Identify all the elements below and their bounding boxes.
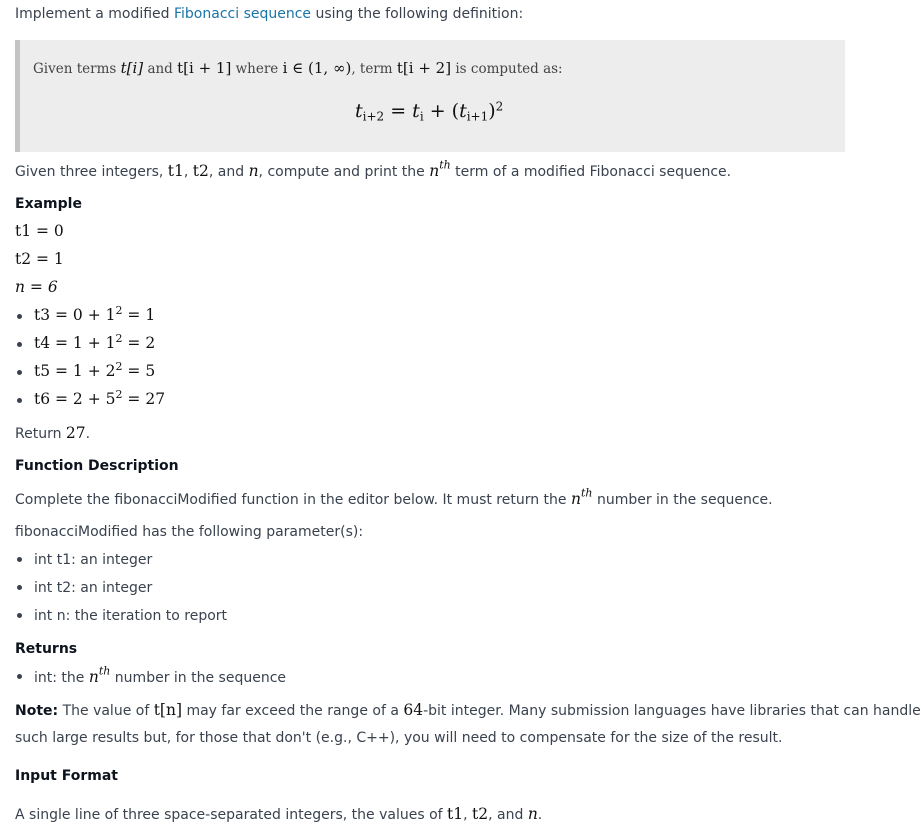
- math-part: 2: [115, 303, 123, 317]
- def-math-ti: t[i]: [120, 59, 144, 77]
- def-word: , term: [351, 61, 393, 77]
- math-t1: t1: [447, 805, 464, 823]
- input-format-heading: Input Format: [15, 768, 118, 784]
- definition-text: [33, 59, 563, 77]
- text: The value of: [58, 703, 154, 719]
- intro-text: [15, 4, 523, 24]
- def-word: where: [235, 61, 279, 77]
- math-part: = 5: [122, 362, 156, 380]
- example-line-t2: t2 = 1: [15, 250, 64, 268]
- math-n: n: [571, 490, 581, 508]
- example-bullet: [34, 361, 155, 381]
- math-t1: t1: [167, 162, 184, 180]
- formula-part: i+1: [466, 109, 489, 124]
- formula-part: t: [412, 100, 420, 122]
- function-description-heading: Function Description: [15, 458, 179, 474]
- example-bullet: [34, 305, 155, 325]
- math-n: n: [248, 162, 259, 180]
- math-part: t4: [34, 334, 51, 352]
- text: number in the sequence: [110, 670, 287, 686]
- input-format-text: [15, 804, 542, 825]
- text: Given three integers,: [15, 164, 168, 180]
- math-part: = 1 + 2: [50, 362, 116, 380]
- note-line-2: such large results but, for those that don't (e.g., C++), you will need to compensate for the size of the result.: [15, 730, 783, 746]
- math-part: = 1: [122, 306, 156, 324]
- text: .: [537, 807, 543, 823]
- math-part: t5: [34, 362, 51, 380]
- text: , compute and print the: [258, 164, 430, 180]
- math-part: 2: [115, 359, 123, 373]
- math-part: = 27: [122, 390, 166, 408]
- example-line-n: n = 6: [15, 278, 58, 296]
- def-word: is computed as:: [455, 61, 563, 77]
- math-th: th: [439, 158, 451, 172]
- text: ,: [463, 807, 473, 823]
- note-label: Note:: [15, 703, 59, 719]
- formula-part: ): [488, 100, 496, 122]
- intro-after: using the following definition:: [311, 6, 524, 22]
- math-th: th: [580, 486, 593, 500]
- bullet-dot: [17, 585, 22, 590]
- def-word: and: [147, 61, 173, 77]
- bullet-dot: [17, 314, 22, 319]
- math-part: = 1 + 1: [50, 334, 116, 352]
- bullet-dot: [17, 613, 22, 618]
- function-description-text: [15, 486, 773, 510]
- definition-blockquote: [15, 40, 845, 152]
- math-part: t6: [34, 390, 51, 408]
- bullet-dot: [17, 370, 22, 375]
- def-word: Given terms: [33, 61, 117, 77]
- math-n: n: [527, 805, 538, 823]
- returns-item: [34, 664, 287, 688]
- example-line-t1: t1 = 0: [15, 222, 64, 240]
- def-math-ti1: t[i + 1]: [177, 59, 232, 77]
- math-th: th: [98, 664, 111, 678]
- intro-before: Implement a modified: [15, 6, 174, 22]
- bullet-dot: [17, 398, 22, 403]
- math-part: = 0 + 1: [50, 306, 116, 324]
- math-part: 2: [115, 387, 123, 401]
- formula-part: =: [384, 100, 413, 122]
- text: A single line of three space-separated integers, the values of: [15, 807, 448, 823]
- formula-part: i: [419, 109, 424, 124]
- math-part: = 2: [122, 334, 156, 352]
- math-tn: t[n]: [153, 701, 183, 719]
- fibonacci-link[interactable]: Fibonacci sequence: [174, 6, 312, 22]
- example-bullet: [34, 389, 165, 409]
- example-bullet: [34, 333, 155, 353]
- params-intro: fibonacciModified has the following parameter(s):: [15, 524, 364, 540]
- return-line: [15, 423, 90, 444]
- math-64: 64: [403, 701, 424, 719]
- text: .: [85, 426, 91, 442]
- text: may far exceed the range of a: [182, 703, 404, 719]
- text: ,: [183, 164, 193, 180]
- text: term of a modified Fibonacci sequence.: [450, 164, 732, 180]
- text: , and: [488, 807, 528, 823]
- math-part: t3: [34, 306, 51, 324]
- def-math-ti2: t[i + 2]: [396, 59, 452, 77]
- text: Complete the fibonacciModified function in the editor below. It must return the: [15, 492, 571, 508]
- def-math-range: i ∈ (1, ∞): [282, 59, 352, 77]
- formula-part: i+2: [362, 109, 385, 124]
- formula-part: + (: [423, 100, 460, 122]
- note-line-1: [15, 700, 921, 721]
- bullet-dot: [17, 342, 22, 347]
- example-heading: Example: [15, 196, 82, 212]
- math-part: = 2 + 5: [50, 390, 116, 408]
- math-part: 2: [115, 331, 123, 345]
- given-text: [15, 158, 732, 182]
- formula-part: t: [355, 100, 363, 122]
- formula-part: 2: [495, 99, 504, 114]
- math-n: n: [88, 668, 99, 686]
- returns-heading: Returns: [15, 641, 78, 657]
- text: int: the: [34, 670, 89, 686]
- text: -bit integer. Many submission languages have libraries that can handle: [423, 703, 921, 719]
- return-value: 27: [65, 424, 86, 442]
- math-n: n: [429, 162, 440, 180]
- param-item: int n: the iteration to report: [34, 608, 228, 624]
- text: , and: [208, 164, 249, 180]
- bullet-dot: [17, 674, 22, 679]
- text: number in the sequence.: [592, 492, 773, 508]
- param-item: int t1: an integer: [34, 552, 153, 568]
- param-item: int t2: an integer: [34, 580, 153, 596]
- recurrence-formula: [355, 100, 503, 122]
- bullet-dot: [17, 557, 22, 562]
- math-t2: t2: [192, 162, 209, 180]
- math-t2: t2: [472, 805, 489, 823]
- formula-part: t: [459, 100, 467, 122]
- text: Return: [15, 426, 66, 442]
